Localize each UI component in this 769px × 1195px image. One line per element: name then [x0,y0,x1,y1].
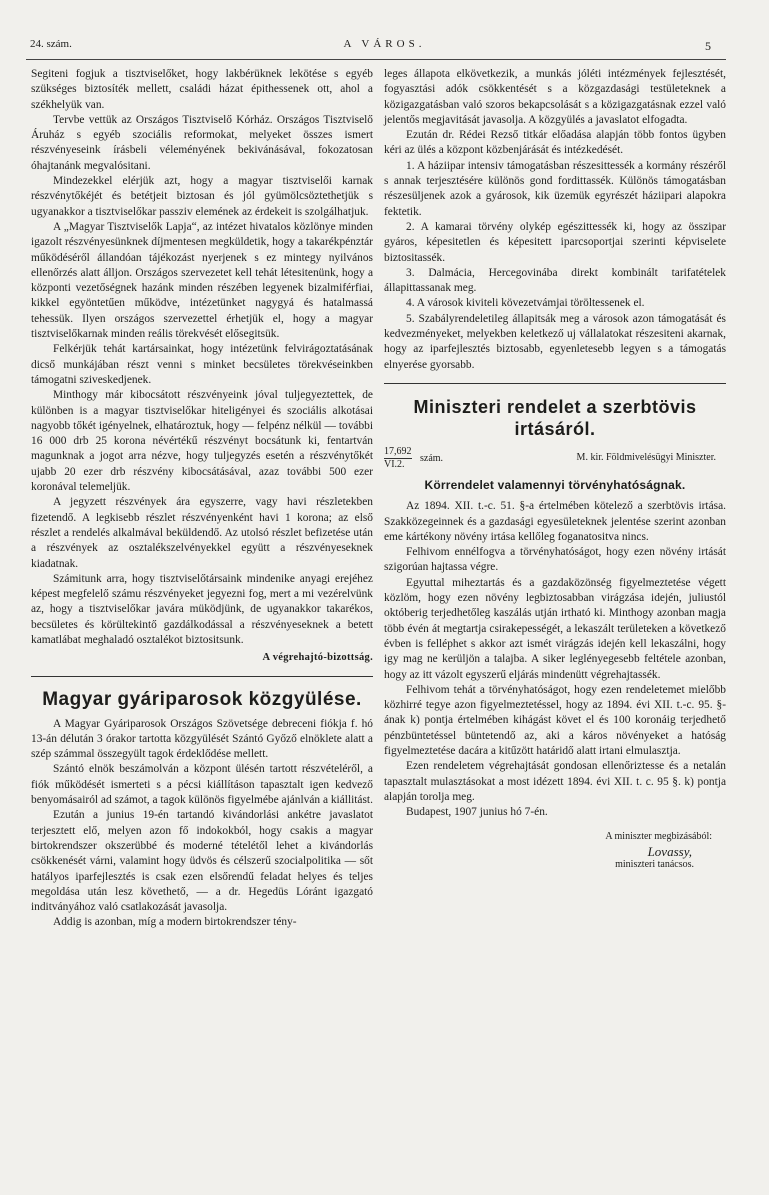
section-rule [31,676,373,677]
issue-number: 24. szám. [30,38,72,50]
reference-row [384,446,726,470]
paragraph: Felkérjük tehát kartársainkat, hogy intézetünk felvirágoztatásának dicső munkájában részt venni s minket becsületes törekvéseinkben támogatni sziveskedjenek. [31,343,373,386]
signature-header: A miniszter megbizásából: [605,831,712,843]
minister-signature [384,830,726,871]
paragraph: A jegyzett részvények ára egyszerre, vagy havi részletekben fizetendő. A legkisebb részlet részvényenként havi 1 korona; az első részlet a rendelés alkalmával beküldendő. Az utolsó részlet befizetése után a részvények az osztalékszelvényekkel együtt a részvényeseknek kiadatnak. [31,496,373,570]
paragraph: Mindezekkel elérjük azt, hogy a magyar tisztviselői karnak részvénytőkéjét és betétjeit biztosan és jól gyümölcsöztethetjük s ugyanakkor a tisztviselőkar passziv elemének az érdekeit is szolgálhatjuk. [31,175,373,218]
signature-title: miniszteri tanácsos. [615,859,694,871]
paragraph: Számitunk arra, hogy tisztviselőtársaink mindenike anyagi erejéhez képest megfelelő számu részvényeket jegyezni fog, mert a mi vezérelvünk az, hogy a tisztviselőkar javára müködjünk, de ugyanakkor takarékos, becsületes és körültekintő gazdálkodással a részvényeseknek a betett kamatlábat meghaladó osztalékot biztositsunk. [31,572,373,646]
paragraph: Szántó elnök beszámolván a központ ülésén tartott részvételéről, a fiók működését ismerteti s a pécsi kiállításon tapasztalt igen kedvező benyomásairól ad számot, a tagok különös figyelmébe ajánlván a kiállitást. [31,763,373,807]
page-header [0,0,769,60]
ministry-name: M. kir. Földmivelésügyi Miniszter. [576,451,716,463]
paragraph: Felhivom ennélfogva a törvényhatóságot, hogy ezen növény irtását szigorúan hajtassa végre. [384,546,726,574]
paragraph: Ezután dr. Rédei Rezső titkár előadása alapján több fontos ügyben kéri az ülés a központ közbenjárását és intézkedését. [384,129,726,157]
paragraph: Tervbe vettük az Országos Tisztviselő Kórház. Országos Tisztviselő Áruház s egyéb szociális reformokat, melyeket összes ismert részvényeseink írásbeli véleményének bekivánásával, fokozatosan óhajtanánk megvalósitani. [31,113,373,172]
reference-numerator: 17,692 [384,445,412,457]
article-title: Miniszteri rendelet a szerbtövis irtásáról. [413,396,697,439]
paragraph: Budapest, 1907 junius hó 7-én. [406,806,548,819]
decree-subtitle: Körrendelet valamennyi törvényhatóságnak. [424,477,686,492]
journal-title: A VÁROS. [343,38,426,50]
paragraph: 4. A városok kiviteli kövezetvámjai töröltessenek el. [406,297,645,310]
article-title: Magyar gyáriparosok közgyülése. [42,688,362,710]
reference-denominator: VI.2. [384,458,405,470]
paragraph: A „Magyar Tisztviselők Lapja“, az intézet hivatalos közlönye minden igazolt részvényesünknek díjmentesen megküldetik, hogy a takarékpénztár működéséről állandóan tájékozást nyerjenek s ez mintegy nyilvános ellenőrzés alatt álljon. Országos szervezetet kell tehát létesitenünk, hogy a központi vezetőségnek hazánk minden részében legyenek bizalmiférfiai, kikkel egyöntetűen működve, intézetünket nagygyá és hatalmassá tehessük. Ilyen országos szervezettel érhetjük el, hogy a magyar tisztviselőkarnak minden reális törekvését elősegitsük. [31,220,373,341]
paragraph: Minthogy már kibocsátott részvényeink jóval tuljegyeztettek, de különben is a magyar tisztviselőkar hiteligényei és szociális alkotásai nagyobb tőkét igényelnek, elhatároztuk, hogy — felpénz nélkül — további 16 000 drb 25 korona névértékű részvényt bocsátunk ki, fentartván magunknak a jogot arra nézve, hogy tuljegyzés esetén a részvénytőkét ujabb 20 ezer drb részvény kibocsátásával, azaz további 500 ezer koronával telemeljük. [31,389,373,494]
paragraph: Egyuttal miheztartás és a gazdaközönség figyelmeztetése végett közlöm, hogy ezen növény legbiztosabban virágzása idején, juliustól októberig terjedhetőleg kaszálás utján irtható ki. Minthogy azonban magja több évén át megtartja csirakepességét, a lekaszált területeken a következő évben is felléphet s akkor azt ismét virágzás idején kell lekaszálni, hogy igy mag ne kerüljön a talajba. A siker leglényegesebb feltétele azonban, hogy az itt vázolt egyszerű eljárás mindenütt végrehajtassék. [384,576,726,681]
paragraph: Ezután a junius 19-én tartandó kivándorlási ankétre javaslatot terjesztett elő, melyen azon fő indokokból, hogy csakis a magyar birtokrendszer okszerübbé és moderné tételétől lehet a kivándorlás csökkenését várni, valamint hogy üdvös és célszerű szocialpolitika — sőt hatályos iparfejlesztés is csak ezen elsőrendű feladat helyes és teljes megoldása után lesz követhető, — a dr. Hegedüs Lóránt igazgató inditványához való csatlakozását javasolja. [31,809,373,914]
header-rule [26,59,726,60]
paragraph: Az 1894. XII. t.-c. 51. §-a értelmében kötelező a szerbtövis irtása. Szakközegeinnek és a gazdasági egyesületeknek jelentése szerint azonban eme kártékony növény irtása kellőleg foganatositva nincs. [384,500,726,543]
reference-suffix: szám. [420,452,444,464]
section-rule [384,383,726,384]
paragraph: leges állapota elkövetkezik, a munkás jóléti intézmények fejlesztését, fogyasztási adók csökkentését s a közgazdasági testületeknek a közigazgatásban való szoros bekapcsolását s a közigazgatásnak ezzel való jelentős megjavitását javasolja. A közgyülés a javaslatot elfogadta. [384,68,726,126]
paragraph: 5. Szabályrendeletileg állapitsák meg a városok azon támogatását és kedvezményeket, melyekben keletkező uj vállalatokat részesiteni akarnak, hogy az iparfejlesztés biztosabb, egyenletesebb legyen s a támogatás elnyerése gyorsabb. [384,312,726,371]
page-number: 5 [705,39,711,53]
paragraph: Ezen rendeletem végrehajtását gondosan ellenőriztesse és a netalán tapasztalt mulasztásokat a most idézett 1894. évi XII. t. c. 95 §. k) pontja alapján torolja meg. [384,760,726,803]
paragraph: 1. A háziipar intensiv támogatásban részesittessék a kormány részéről s annak terjesztésére különös gond fordittassék. Különös támogatásban részesüljenek azok a gyárosok, kik üzemük egyrészét háziipari alapokra fektetik. [384,159,726,218]
paragraph: 2. A kamarai törvény olykép egészittessék ki, hogy az összipar gyáros, képesitetlen és képesitett iparcsoportjai szerinti képviselete biztositassék. [384,220,726,264]
right-column [384,67,726,871]
committee-signature: A végrehajtó-bizottság. [262,652,373,664]
signature-name: Lovassy, [647,844,692,860]
left-column [31,67,373,931]
paragraph: Segiteni fogjuk a tisztviselőket, hogy lakbérüknek lekötése s egyéb szükséges biztosíték mellett, családi házat épithessenek ott, ahol a székhelyük van. [31,68,373,111]
reference-number [384,446,412,471]
paragraph: A Magyar Gyáriparosok Országos Szövetsége debreceni fiókja f. hó 13-án délután 3 órakor tartotta közgyülését Szántó Győző elnöklete alatt a szép számmal összegyült tagok érdeklődése mellett. [31,717,373,761]
paragraph: Felhivom tehát a törvényhatóságot, hogy ezen rendeletemet mielőbb közhirré tegye azon figyelmeztetéssel, hogy az 1894. évi XII. t.-c. 95. §-ának k) pontja értelmében kihágást követ el és 100 koronáig terjedhető pénzbüntetéssel büntetendő az, aki a káros növényeket a hatóság figyelmeztetése dacára a kitűzött határidő alatt irtani elmulasztja. [384,683,726,757]
paragraph: 3. Dalmácia, Hercegovinába direkt kombinált tarifatételek állapittassanak meg. [384,266,726,295]
paragraph: Addig is azonban, míg a modern birtokrendszer tény- [53,916,297,929]
